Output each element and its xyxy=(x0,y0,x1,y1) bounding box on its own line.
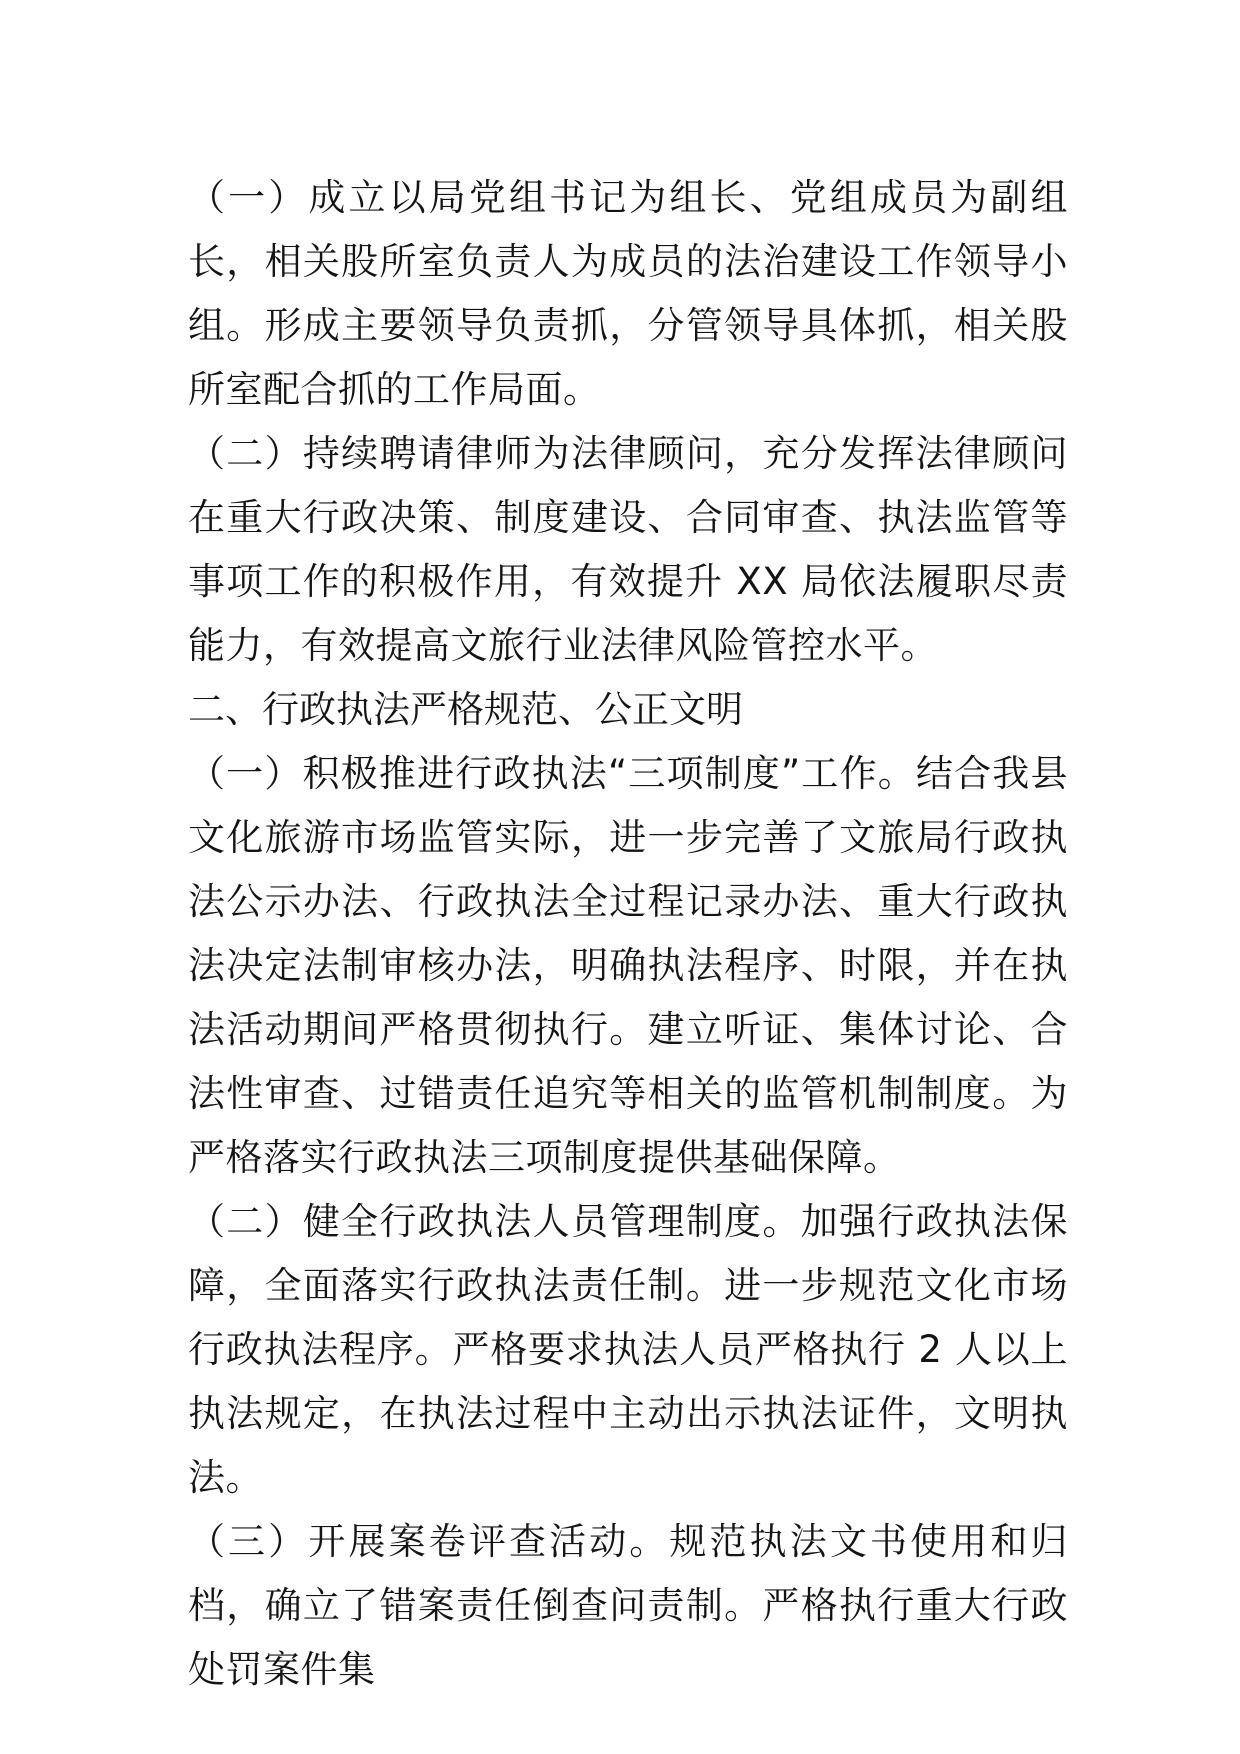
document-body xyxy=(188,166,1068,1702)
paragraph-legal-advisor: （二）持续聘请律师为法律顾问，充分发挥法律顾问在重大行政决策、制度建设、合同审查、执法监管等事项工作的积极作用，有效提升 XX 局依法履职尽责能力，有效提高文旅行业法律风险管控水平。 xyxy=(188,432,1068,667)
paragraph-leadership-group: （一）成立以局党组书记为组长、党组成员为副组长，相关股所室负责人为成员的法治建设工作领导小组。形成主要领导负责抓，分管领导具体抓，相关股所室配合抓的工作局面。 xyxy=(188,176,1068,411)
paragraph-three-systems: （一）积极推进行政执法“三项制度”工作。结合我县文化旅游市场监管实际，进一步完善了文旅局行政执法公示办法、行政执法全过程记录办法、重大行政执法决定法制审核办法，明确执法程序、时限，并在执法活动期间严格贯彻执行。建立听证、集体讨论、合法性审查、过错责任追究等相关的监管机制制度。为严格落实行政执法三项制度提供基础保障。 xyxy=(188,752,1068,1179)
paragraph-personnel-management: （二）健全行政执法人员管理制度。加强行政执法保障，全面落实行政执法责任制。进一步规范文化市场行政执法程序。严格要求执法人员严格执行 2 人以上执法规定，在执法过程中主动出示执法证件，文明执法。 xyxy=(188,1200,1068,1499)
section-heading-law-enforcement: 二、行政执法严格规范、公正文明 xyxy=(188,688,743,731)
paragraph-case-review: （三）开展案卷评查活动。规范执法文书使用和归档，确立了错案责任倒查问责制。严格执行重大行政处罚案件集 xyxy=(188,1520,1068,1691)
